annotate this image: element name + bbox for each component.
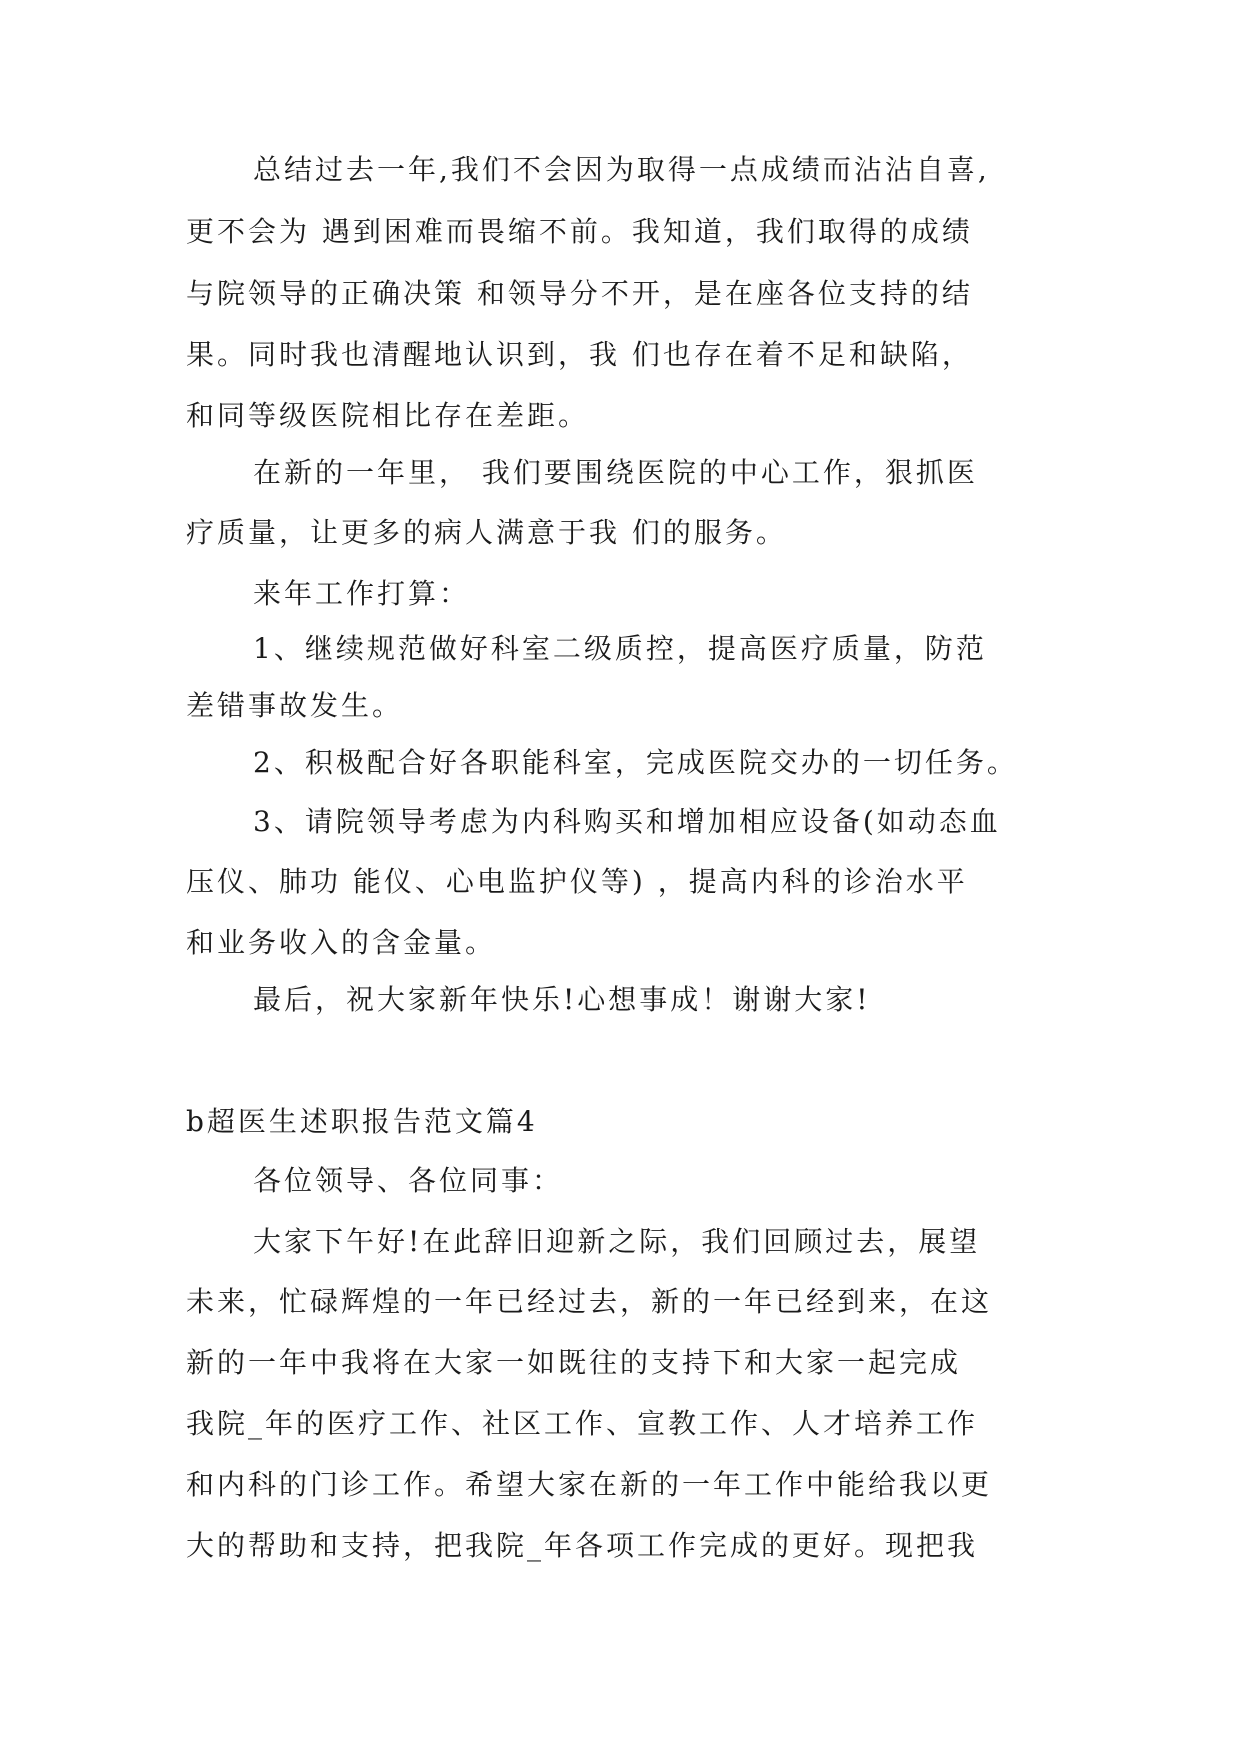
salutation-line: 各位领导、各位同事： [253,1164,564,1197]
paragraph-line: 在新的一年里， 我们要围绕医院的中心工作，狠抓医 [253,456,978,489]
paragraph-line: 我院_年的医疗工作、社区工作、宣教工作、人才培养工作 [186,1407,979,1440]
list-item-line: 3、请院领导考虑为内科购买和增加相应设备(如动态血 [253,805,1001,838]
paragraph-line: 与院领导的正确决策 和领导分不开，是在座各位支持的结 [186,277,973,310]
paragraph-line: 最后，祝大家新年快乐!心想事成！谢谢大家! [253,983,871,1016]
paragraph-line: 果。同时我也清醒地认识到，我 们也存在着不足和缺陷， [186,338,973,371]
paragraph-line: 大的帮助和支持，把我院_年各项工作完成的更好。现把我 [186,1529,979,1562]
paragraph-line: 疗质量，让更多的病人满意于我 们的服务。 [186,516,787,549]
paragraph-line: 和内科的门诊工作。希望大家在新的一年工作中能给我以更 [186,1468,993,1501]
paragraph-line: 未来，忙碌辉煌的一年已经过去，新的一年已经到来，在这 [186,1285,993,1318]
paragraph-line: 更不会为 遇到困难而畏缩不前。我知道，我们取得的成绩 [186,215,973,248]
paragraph-line: 大家下午好!在此辞旧迎新之际，我们回顾过去，展望 [253,1225,981,1258]
paragraph-line: 总结过去一年,我们不会因为取得一点成绩而沾沾自喜, [253,153,990,186]
list-item-line: 压仪、肺功 能仪、心电监护仪等) ，提高内科的诊治水平 [186,865,968,898]
list-item-line: 2、积极配合好各职能科室，完成医院交办的一切任务。 [253,746,1018,779]
paragraph-line: 新的一年中我将在大家一如既往的支持下和大家一起完成 [186,1346,962,1379]
paragraph-line: 来年工作打算： [253,577,471,610]
list-item-line: 和业务收入的含金量。 [186,926,497,959]
list-item-line: 1、继续规范做好科室二级质控，提高医疗质量，防范 [253,632,987,665]
paragraph-line: 和同等级医院相比存在差距。 [186,399,590,432]
section-heading: b超医生述职报告范文篇4 [186,1105,538,1138]
list-item-line: 差错事故发生。 [186,689,404,722]
